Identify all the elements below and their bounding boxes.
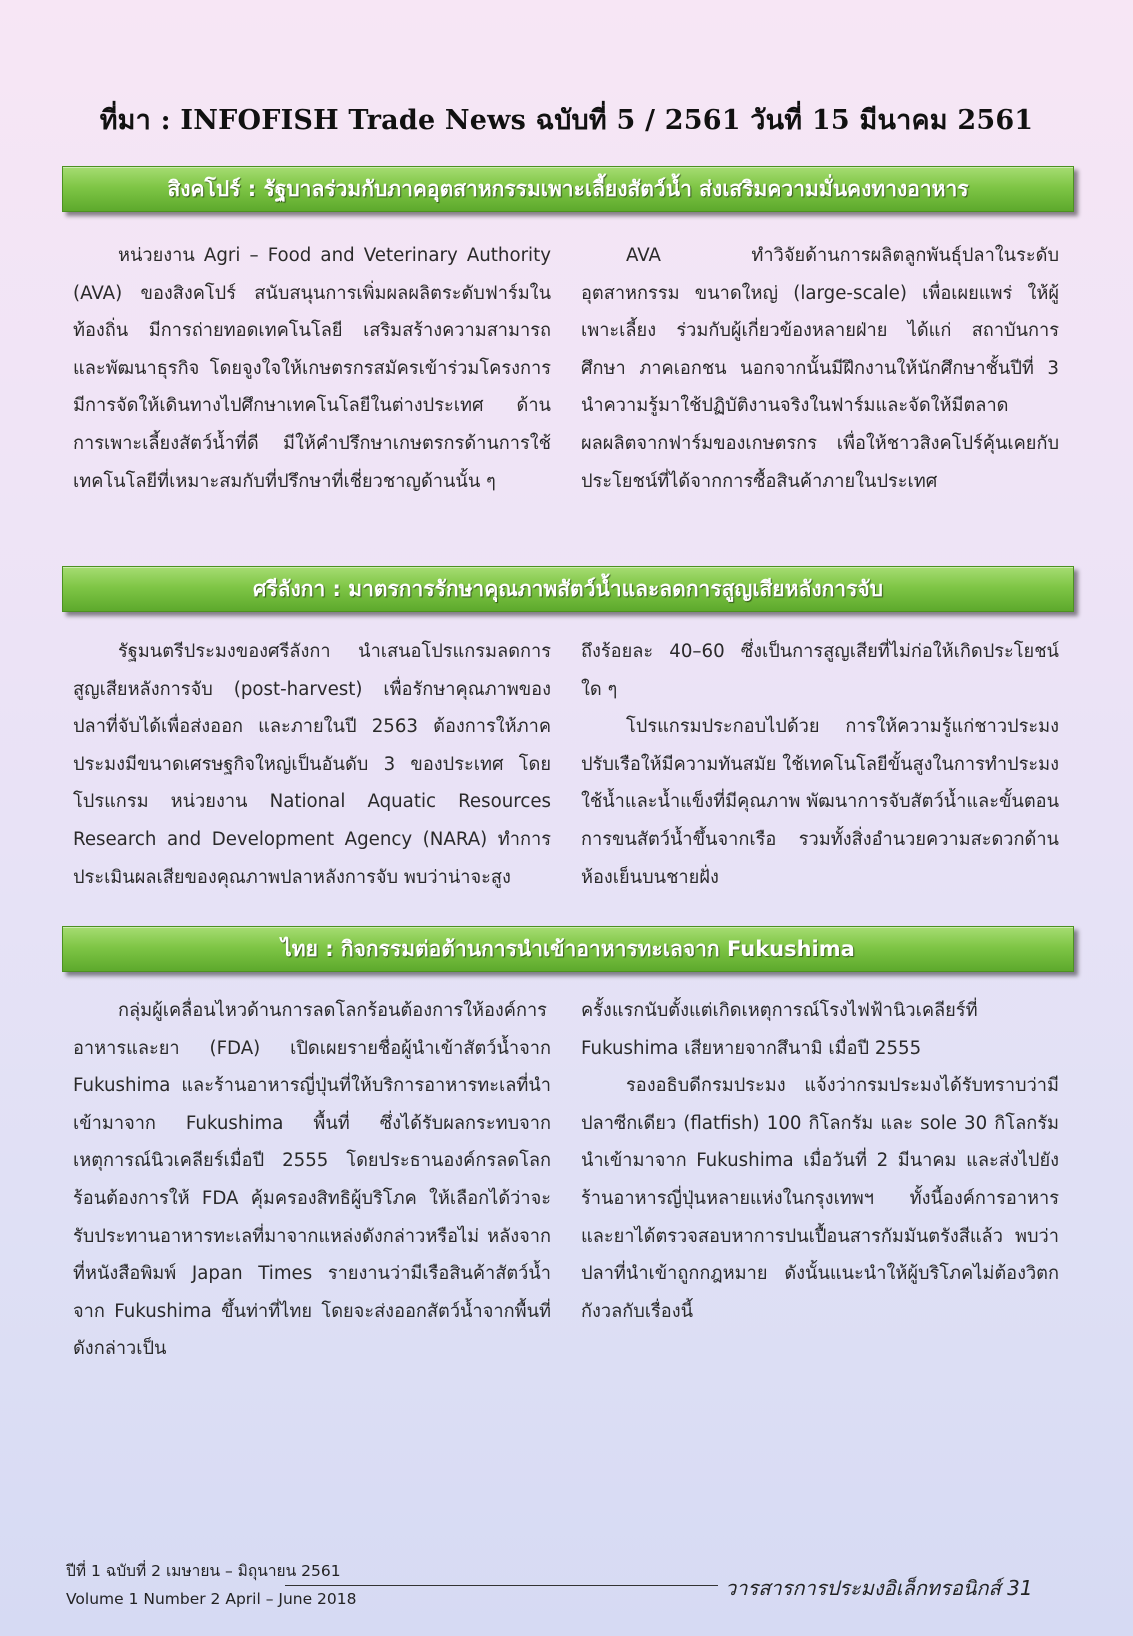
- section-singapore-left-column: [73, 237, 551, 500]
- section-sri-lanka-right-column: [581, 633, 1059, 896]
- paragraph: AVA ทำวิจัยด้านการผลิตลูกพันธุ์ปลาในระดับอุตสาหกรรม ขนาดใหญ่ (large-scale) เพื่อเผยแพร่ ให้ผู้เพาะเลี้ยง ร่วมกับผู้เกี่ยวข้องหลายฝ่าย ได้แก่ สถาบันการศึกษา ภาคเอกชน นอกจากนั้นมีฝึกงานให้นักศึกษาชั้นปีที่ 3 นำความรู้มาใช้ปฏิบัติงานจริงในฟาร์มและจัดให้มีตลาดผลผลิตจากฟาร์มของเกษตรกร เพื่อให้ชาวสิงคโปร์คุ้นเคยกับประโยชน์ที่ได้จากการซื้อสินค้าภายในประเทศ: [581, 245, 1059, 492]
- source-title: ที่มา : INFOFISH Trade News ฉบับที่ 5 / 2561 วันที่ 15 มีนาคม 2561: [99, 105, 1034, 136]
- footer-issue-english: Volume 1 Number 2 April – June 2018: [66, 1590, 357, 1608]
- paragraph: กลุ่มผู้เคลื่อนไหวด้านการลดโลกร้อนต้องการให้องค์การอาหารและยา (FDA) เปิดเผยรายชื่อผู้นำเข้าสัตว์น้ำจาก Fukushima และร้านอาหารญี่ปุ่นที่ให้บริการอาหารทะเลที่นำเข้ามาจาก Fukushima พื้นที่ ซึ่งได้รับผลกระทบจากเหตุการณ์นิวเคลียร์เมื่อปี 2555 โดยประธานองค์กรลดโลกร้อนต้องการให้ FDA คุ้มครองสิทธิผู้บริโภค ให้เลือกได้ว่าจะรับประทานอาหารทะเลที่มาจากแหล่งดังกล่าวหรือไม่ หลังจากที่หนังสือพิมพ์ Japan Times รายงานว่ามีเรือสินค้าสัตว์น้ำจาก Fukushima ขึ้นท่าที่ไทย โดยจะส่งออกสัตว์น้ำจากพื้นที่ดังกล่าวเป็น: [73, 1000, 551, 1360]
- paragraph: โปรแกรมประกอบไปด้วย การให้ความรู้แก่ชาวประมงปรับเรือให้มีความทันสมัย ใช้เทคโนโลยีขั้นสูงในการทำประมง ใช้น้ำและน้ำแข็งที่มีคุณภาพ พัฒนาการจับสัตว์น้ำและขั้นตอนการขนสัตว์น้ำขึ้นจากเรือ รวมทั้งสิ่งอำนวยความสะดวกด้านห้องเย็นบนชายฝั่ง: [581, 716, 1059, 888]
- section-thailand-left-column: [73, 992, 551, 1368]
- section-heading-thailand: ไทย : กิจกรรมต่อต้านการนำเข้าอาหารทะเลจาก Fukushima: [62, 926, 1074, 972]
- footer-divider: [285, 1585, 718, 1586]
- paragraph: ถึงร้อยละ 40–60 ซึ่งเป็นการสูญเสียที่ไม่ก่อให้เกิดประโยชน์ใด ๆ: [581, 641, 1059, 700]
- footer-issue-thai: ปีที่ 1 ฉบับที่ 2 เมษายน – มิถุนายน 2561: [66, 1562, 341, 1580]
- paragraph: ครั้งแรกนับตั้งแต่เกิดเหตุการณ์โรงไฟฟ้านิวเคลียร์ที่ Fukushima เสียหายจากสึนามิ เมื่อปี 2555: [581, 1000, 978, 1059]
- section-heading-sri-lanka: ศรีลังกา : มาตรการรักษาคุณภาพสัตว์น้ำและลดการสูญเสียหลังการจับ: [62, 566, 1074, 612]
- section-thailand-right-column: [581, 992, 1059, 1330]
- paragraph: รองอธิบดีกรมประมง แจ้งว่ากรมประมงได้รับทราบว่ามีปลาซีกเดียว (flatfish) 100 กิโลกรัม และ sole 30 กิโลกรัม นำเข้ามาจาก Fukushima เมื่อวันที่ 2 มีนาคม และส่งไปยังร้านอาหารญี่ปุ่นหลายแห่งในกรุงเทพฯ ทั้งนี้องค์การอาหารและยาได้ตรวจสอบหาการปนเปื้อนสารกัมมันตรังสีแล้ว พบว่าปลาที่นำเข้าถูกกฎหมาย ดังนั้นแนะนำให้ผู้บริโภคไม่ต้องวิตกกังวลกับเรื่องนี้: [581, 1075, 1059, 1322]
- section-singapore-right-column: [581, 237, 1059, 500]
- paragraph: หน่วยงาน Agri – Food and Veterinary Authority (AVA) ของสิงคโปร์ สนับสนุนการเพิ่มผลผลิตระดับฟาร์มในท้องถิ่น มีการถ่ายทอดเทคโนโลยี เสริมสร้างความสามารถและพัฒนาธุรกิจ โดยจูงใจให้เกษตรกรสมัครเข้าร่วมโครงการ มีการจัดให้เดินทางไปศึกษาเทคโนโลยีในต่างประเทศ ด้านการเพาะเลี้ยงสัตว์น้ำที่ดี มีให้คำปรึกษาเกษตรกรด้านการใช้เทคโนโลยีที่เหมาะสมกับที่ปรึกษาที่เชี่ยวชาญด้านนั้น ๆ: [73, 245, 551, 492]
- paragraph: รัฐมนตรีประมงของศรีลังกา นำเสนอโปรแกรมลดการสูญเสียหลังการจับ (post-harvest) เพื่อรักษาคุณภาพของปลาที่จับได้เพื่อส่งออก และภายในปี 2563 ต้องการให้ภาคประมงมีขนาดเศรษฐกิจใหญ่เป็นอันดับ 3 ของประเทศ โดยโปรแกรม หน่วยงาน National Aquatic Resources Research and Development Agency (NARA) ทำการประเมินผลเสียของคุณภาพปลาหลังการจับ พบว่าน่าจะสูง: [73, 641, 551, 888]
- footer-journal-name: วารสารการประมงอิเล็กทรอนิกส์ 31: [725, 1576, 1033, 1600]
- section-sri-lanka-left-column: [73, 633, 551, 896]
- section-heading-singapore: สิงคโปร์ : รัฐบาลร่วมกับภาคอุตสาหกรรมเพาะเลี้ยงสัตว์น้ำ ส่งเสริมความมั่นคงทางอาหาร: [62, 166, 1074, 212]
